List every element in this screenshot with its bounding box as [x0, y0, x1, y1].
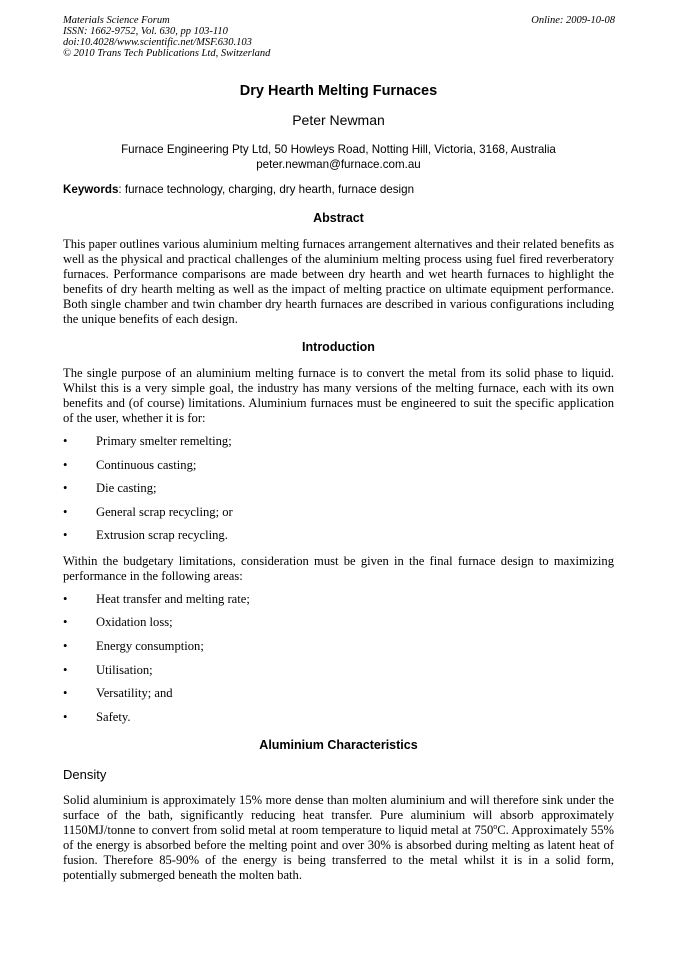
list-item: • Safety. — [63, 709, 131, 724]
applications-list — [63, 434, 614, 552]
density-paragraph: Solid aluminium is approximately 15% more dense than molten aluminium and will therefore sink under the surface of the bath, significantly reducing heat transfer. Pure aluminium will absorb approximately 1150MJ/tonne to convert from solid metal at room temperature to liquid metal at 750$^o$C. Approximately 55% of the energy is absorbed before the melting point and over 30% is absorbed during melting as latent heat of fusion. Therefore 85-90% of the energy is being transferred to the metal whilst it is in a solid form, potentially submerged beneath the molten bath. — [63, 793, 614, 882]
bullet: • — [63, 709, 68, 724]
bullet: • — [63, 504, 68, 519]
list-item: • Utilisation; — [63, 662, 153, 677]
bullet: • — [63, 591, 68, 606]
bullet: • — [63, 686, 68, 701]
journal-header — [63, 15, 270, 59]
list-item: • Energy consumption; — [63, 639, 204, 654]
list-item: • Continuous casting; — [63, 457, 197, 472]
journal-name: Materials Science Forum — [63, 15, 170, 26]
list-item: • Oxidation loss; — [63, 615, 173, 630]
introduction-heading: Introduction — [302, 340, 375, 355]
paper-body — [63, 80, 614, 883]
bullet: • — [63, 434, 68, 449]
introduction-paragraph-1: The single purpose of an aluminium melting furnace is to convert the metal from its solid phase to liquid. Whilst this is a very simple goal, the industry has many versions of the melting furnace, each with its own benefits and (of course) limitations. Aluminium furnaces must be engineered to suit the specific application of the user, whether it is for: — [63, 366, 614, 426]
keywords — [63, 182, 614, 197]
keywords-label: Keywords — [63, 183, 119, 196]
affiliation-block — [63, 142, 614, 172]
copyright-line: © 2010 Trans Tech Publications Ltd, Switzerland — [63, 48, 271, 59]
bullet: • — [63, 662, 68, 677]
list-item: • Extrusion scrap recycling. — [63, 528, 228, 543]
affiliation: Furnace Engineering Pty Ltd, 50 Howleys Road, Notting Hill, Victoria, 3168, Australia — [121, 143, 556, 156]
list-item: • Versatility; and — [63, 686, 173, 701]
degree-superscript: o — [493, 822, 498, 832]
abstract-heading: Abstract — [313, 211, 364, 225]
keywords-text: : furnace technology, charging, dry hearth, furnace design — [118, 183, 415, 196]
performance-areas-list — [63, 592, 614, 734]
introduction-paragraph-2: Within the budgetary limitations, consideration must be given in the final furnace design to maximizing performance in the following areas: — [63, 554, 614, 583]
author-email: peter.newman@furnace.com.au — [256, 158, 421, 171]
online-date: Online: 2009-10-08 — [531, 15, 615, 26]
issn-line: ISSN: 1662-9752, Vol. 630, pp 103-110 — [63, 26, 228, 37]
bullet: • — [63, 481, 68, 496]
list-item: • Primary smelter remelting; — [63, 434, 232, 449]
characteristics-heading: Aluminium Characteristics — [259, 738, 418, 753]
bullet: • — [63, 528, 68, 543]
list-item: • Die casting; — [63, 481, 157, 496]
bullet: • — [63, 615, 68, 630]
density-subheading: Density — [63, 767, 107, 783]
author-name: Peter Newman — [292, 112, 385, 128]
list-item: • General scrap recycling; or — [63, 504, 233, 519]
abstract-text: This paper outlines various aluminium melting furnaces arrangement alternatives and their related benefits as well as the physical and practical challenges of the aluminium melting process using fuel fired reverberatory furnaces. Performance comparisons are made between dry hearth and wet hearth furnaces to highlight the benefits of dry hearth melting as well as the impact of melting practice on ultimate equipment performance. Both single chamber and twin chamber dry hearth furnaces are described in various configurations including the unique benefits of each design. — [63, 237, 614, 326]
bullet: • — [63, 457, 68, 472]
list-item: • Heat transfer and melting rate; — [63, 591, 250, 606]
bullet: • — [63, 639, 68, 654]
paper-title: Dry Hearth Melting Furnaces — [239, 83, 438, 99]
doi-line: doi:10.4028/www.scientific.net/MSF.630.103 — [63, 37, 252, 48]
